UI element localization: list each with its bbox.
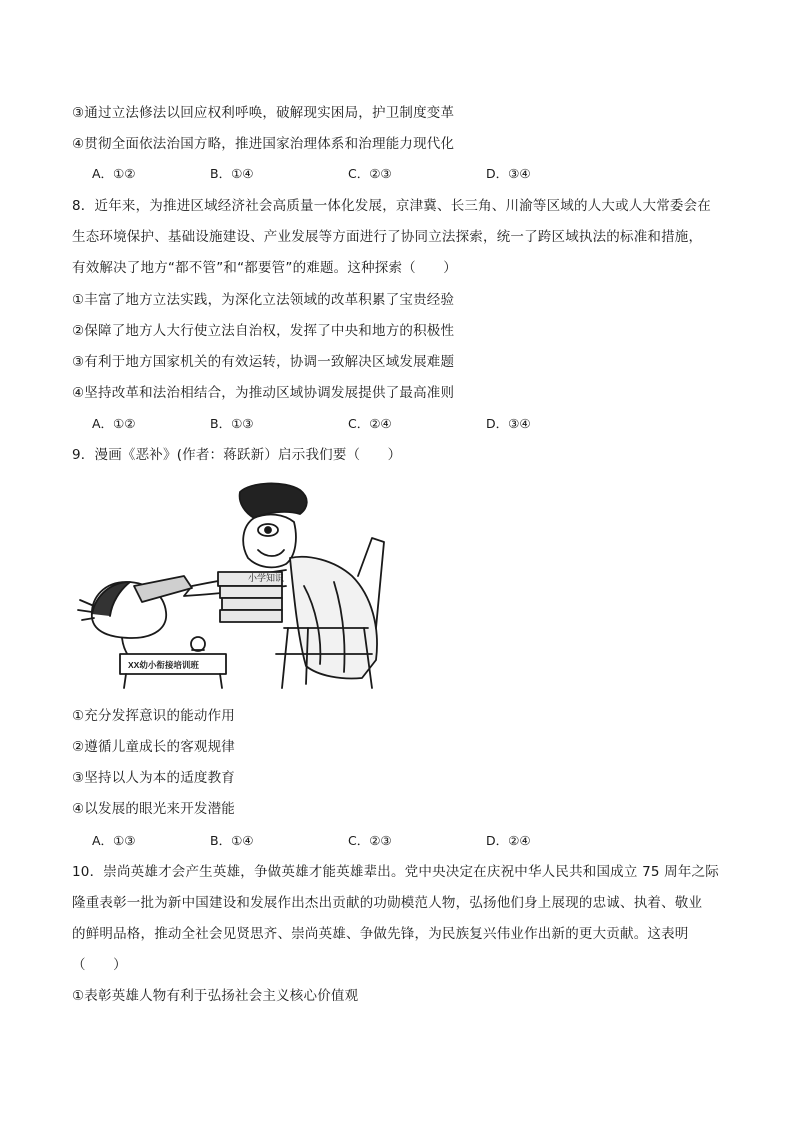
- q9-stem: 9．漫画《恶补》(作者：蒋跃新）启示我们要（ ）: [72, 447, 402, 463]
- q9-option-b[interactable]: B．①④: [210, 833, 254, 848]
- q9-item-4: ④以发展的眼光来开发潜能: [72, 801, 236, 817]
- q9-item-1: ①充分发挥意识的能动作用: [72, 708, 236, 724]
- q9-option-c[interactable]: C．②③: [348, 833, 392, 848]
- q9-option-a[interactable]: A．①③: [92, 833, 136, 848]
- q10-stem-line-2: 隆重表彰一批为新中国建设和发展作出杰出贡献的功勋模范人物，弘扬他们身上展现的忠诚、执着、敬业: [72, 895, 703, 911]
- q9-item-3: ③坚持以人为本的适度教育: [72, 770, 236, 786]
- q8-option-c[interactable]: C．②④: [348, 416, 392, 431]
- q8-option-b[interactable]: B．①③: [210, 416, 254, 431]
- q10-stem-line-1: 10．崇尚英雄才会产生英雄，争做英雄才能英雄辈出。党中央决定在庆祝中华人民共和国成立 75 周年之际: [72, 864, 719, 880]
- q7-option-b[interactable]: B．①④: [210, 166, 254, 181]
- cartoon-illustration: [72, 478, 408, 690]
- q7-item-4: ④贯彻全面依法治国方略，推进国家治理体系和治理能力现代化: [72, 136, 455, 152]
- table-sign: XX幼小衔接培训班: [128, 660, 199, 670]
- q8-item-3: ③有利于地方国家机关的有效运转，协调一致解决区域发展难题: [72, 354, 455, 370]
- q8-stem-line-1: 8．近年来，为推进区域经济社会高质量一体化发展，京津冀、长三角、川渝等区域的人大或人大常委会在: [72, 198, 711, 214]
- q8-item-2: ②保障了地方人大行使立法自治权，发挥了中央和地方的积极性: [72, 323, 455, 339]
- q8-item-1: ①丰富了地方立法实践，为深化立法领域的改革积累了宝贵经验: [72, 292, 455, 308]
- books-label: 小学知识: [248, 573, 285, 583]
- q7-item-3: ③通过立法修法以回应权利呼唤，破解现实困局，护卫制度变革: [72, 105, 455, 121]
- q10-stem-line-3: 的鲜明品格，推动全社会见贤思齐、崇尚英雄、争做先锋，为民族复兴伟业作出新的更大贡献。这表明: [72, 926, 689, 942]
- q8-option-a[interactable]: A．①②: [92, 416, 136, 431]
- q7-option-a[interactable]: A．①②: [92, 166, 136, 181]
- q7-option-c[interactable]: C．②③: [348, 166, 392, 181]
- q9-option-d[interactable]: D．②④: [486, 833, 531, 848]
- q8-stem-line-2: 生态环境保护、基础设施建设、产业发展等方面进行了协同立法探索，统一了跨区域执法的标准和措施，: [72, 229, 703, 245]
- q8-option-d[interactable]: D．③④: [486, 416, 531, 431]
- q9-item-2: ②遵循儿童成长的客观规律: [72, 739, 236, 755]
- q8-stem-line-3: 有效解决了地方“都不管”和“都要管”的难题。这种探索（ ）: [72, 260, 457, 276]
- q10-item-1: ①表彰英雄人物有利于弘扬社会主义核心价值观: [72, 988, 359, 1004]
- q10-answer-blank: （ ）: [72, 957, 127, 973]
- q7-option-d[interactable]: D．③④: [486, 166, 531, 181]
- q8-item-4: ④坚持改革和法治相结合，为推动区域协调发展提供了最高准则: [72, 385, 455, 401]
